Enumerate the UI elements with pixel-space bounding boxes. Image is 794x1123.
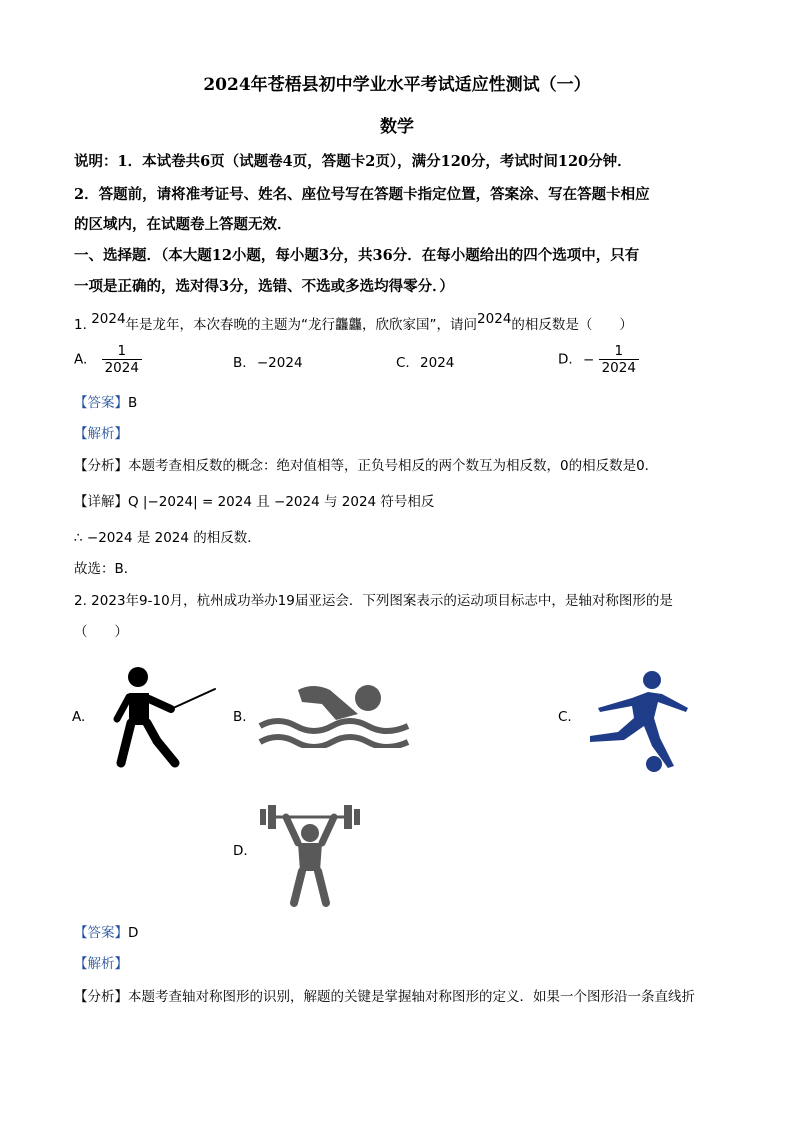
q1-option-d-sign: − [582,351,595,368]
q1-option-a [74,343,142,376]
q1-year: 2024 [91,311,126,327]
q2-option-c-label: C. [558,709,572,725]
q1-answer-tag: 【答案】 [74,395,128,411]
q1-fenxi [74,454,658,474]
q1-option-d-fraction [599,343,639,376]
instruction-line-2: 2．答题前，请将准考证号、姓名、座位号写在答题卡指定位置，答案涂、写在答题卡相应 [74,186,650,203]
q2-option-b-label: B. [233,709,247,725]
q1-option-a-label: A. [74,351,88,368]
q1-text-mid: 年是龙年，本次春晚的主题为“龙行龘龘，欣欣家国”，请问 [125,317,478,333]
q1-year-2: 2024 [477,311,512,327]
q1-option-c-value: 2024 [420,355,455,371]
q1-option-c-label: C. [396,355,410,371]
subject-title: 数学 [380,117,414,137]
q2-fenxi-text: 本题考查轴对称图形的识别，解题的关键是掌握轴对称图形的定义．如果一个图形沿一条直线折 [128,989,695,1005]
instruction-line-1: 说明：1．本试卷共6页（试题卷4页，答题卡2页），满分120分，考试时间120分钟． [74,153,632,170]
q1-option-d [558,343,639,376]
football-icon [588,668,693,776]
exam-title: 2024年苍梧县初中学业水平考试适应性测试（一） [203,75,591,95]
q1-option-d-numerator: 1 [599,343,639,360]
q1-xiangjie-text: Q |−2024| = 2024 且 −2024 与 2024 符号相反 [128,494,435,510]
q2-analysis-tag: 【解析】 [74,956,128,972]
q1-number: 1. [74,317,87,333]
q2-option-a-label: A. [72,709,86,725]
q2-stem-line-2: （ ） [74,624,128,640]
q2-fenxi [74,985,695,1005]
q2-answer-tag: 【答案】 [74,925,128,941]
q1-fenxi-tag: 【分析】 [74,458,128,474]
q1-option-b [233,355,303,371]
swimming-icon [258,680,410,748]
q1-xiangjie [74,490,434,510]
q2-stem-line-1: 2. 2023年9-10月，杭州成功举办19届亚运会．下列图案表示的运动项目标志中，是轴对称图形的是 [74,593,673,609]
section-heading-line-2: 一项是正确的，选对得3分，选错、不选或多选均得零分．） [74,278,454,295]
instruction-line-3: 的区域内，在试题卷上答题无效． [74,216,292,233]
q1-option-a-fraction [102,343,142,376]
fencing-icon [105,665,220,770]
weightlifting-icon [258,803,362,907]
q2-option-d-label: D. [233,843,248,859]
q1-answer-value: B [128,395,138,411]
q1-text-end: 的相反数是（ ） [511,317,633,333]
q1-conclusion: ∴ −2024 是 2024 的相反数． [74,530,261,546]
q1-xiangjie-tag: 【详解】 [74,494,128,510]
q1-option-a-denominator: 2024 [104,360,139,377]
q1-option-b-value: −2024 [256,355,303,371]
q1-answer [74,391,137,411]
q2-answer-value: D [128,925,139,941]
q2-fenxi-tag: 【分析】 [74,989,128,1005]
q1-choose: 故选：B． [74,561,138,577]
q2-answer [74,921,138,941]
q1-analysis-tag: 【解析】 [74,426,128,442]
q1-stem [74,313,633,333]
q1-option-d-label: D. [558,351,573,368]
q1-option-b-label: B. [233,355,247,371]
q1-option-d-denominator: 2024 [601,360,636,377]
q1-option-a-numerator: 1 [102,343,142,360]
q1-fenxi-text: 本题考查相反数的概念：绝对值相等，正负号相反的两个数互为相反数，0的相反数是0． [128,458,659,474]
section-heading-line-1: 一、选择题．（本大题12小题，每小题3分，共36分．在每小题给出的四个选项中，只有 [74,247,640,264]
q1-option-c [396,355,454,371]
